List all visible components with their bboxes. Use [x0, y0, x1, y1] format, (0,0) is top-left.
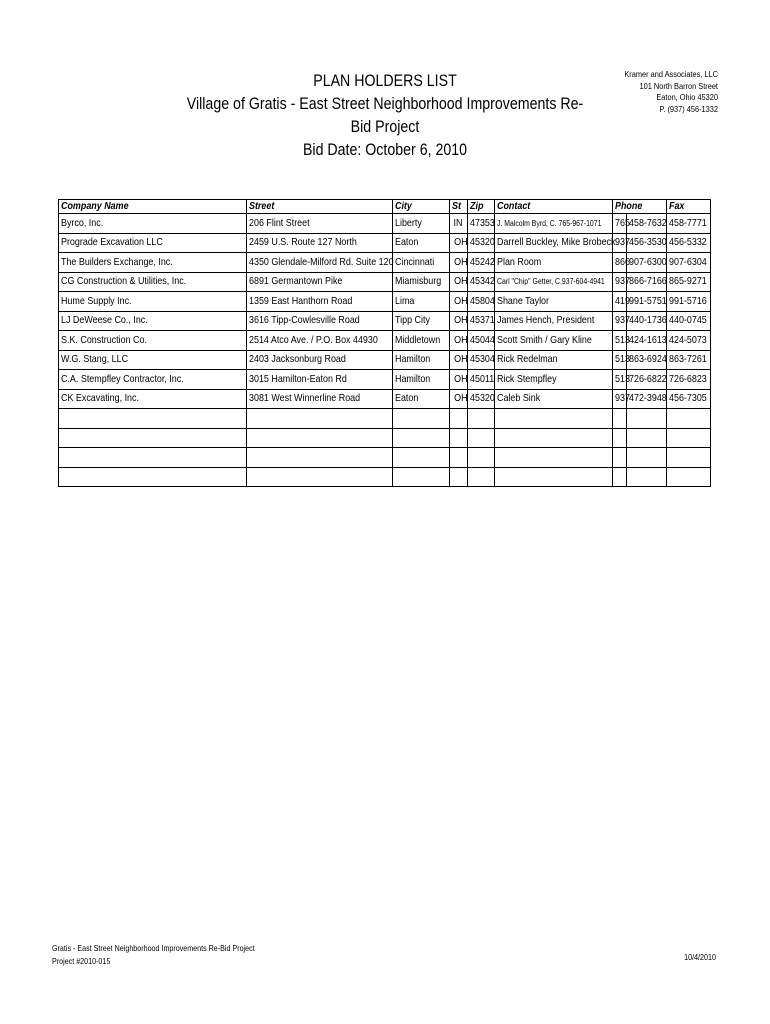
cell-contact: Carl "Chip" Getter, C.937-604-4941 — [495, 272, 613, 292]
empty-cell — [247, 467, 393, 487]
cell-contact: Scott Smith / Gary Kline — [495, 331, 613, 351]
column-header-contact: Contact — [495, 200, 613, 214]
empty-table-row — [59, 448, 711, 468]
table-row — [59, 253, 711, 273]
table-row — [59, 233, 711, 253]
cell-company: Prograde Excavation LLC — [59, 233, 247, 253]
cell-phone: 458-7632 — [627, 214, 667, 234]
empty-cell — [59, 409, 247, 429]
cell-state: OH — [450, 331, 468, 351]
cell-fax: 440-0745 — [667, 311, 711, 331]
empty-cell — [450, 467, 468, 487]
cell-company: W.G. Stang, LLC — [59, 350, 247, 370]
column-header-city: City — [393, 200, 450, 214]
column-header-company: Company Name — [59, 200, 247, 214]
cell-fax: 907-6304 — [667, 253, 711, 273]
cell-city: Miamisburg — [393, 272, 450, 292]
cell-fax: 863-7261 — [667, 350, 711, 370]
empty-cell — [667, 448, 711, 468]
empty-cell — [59, 448, 247, 468]
empty-table-row — [59, 467, 711, 487]
cell-zip: 45342 — [468, 272, 495, 292]
cell-area-code: 937 — [613, 233, 627, 253]
empty-cell — [613, 448, 627, 468]
cell-fax: 424-5073 — [667, 331, 711, 351]
cell-street: 2403 Jacksonburg Road — [247, 350, 393, 370]
bid-date: Bid Date: October 6, 2010 — [302, 141, 468, 159]
cell-city: Tipp City — [393, 311, 450, 331]
cell-city: Hamilton — [393, 370, 450, 390]
empty-cell — [468, 428, 495, 448]
cell-city: Eaton — [393, 389, 450, 409]
cell-fax: 865-9271 — [667, 272, 711, 292]
cell-state: OH — [450, 350, 468, 370]
cell-zip: 45011 — [468, 370, 495, 390]
table-row — [59, 272, 711, 292]
cell-contact: J. Malcolm Byrd, C. 765-967-1071 — [495, 214, 613, 234]
column-header-street: Street — [247, 200, 393, 214]
cell-phone: 863-6924 — [627, 350, 667, 370]
cell-zip: 45320 — [468, 389, 495, 409]
cell-phone: 907-6300 — [627, 253, 667, 273]
empty-cell — [450, 428, 468, 448]
firm-city: Eaton, Ohio 45320 — [656, 92, 718, 103]
firm-street: 101 North Barron Street — [639, 80, 718, 91]
table-row — [59, 370, 711, 390]
empty-cell — [247, 448, 393, 468]
project-name: Village of Gratis - East Street Neighborhood Improvements Re-Bid Project — [186, 95, 584, 136]
cell-street: 3015 Hamilton-Eaton Rd — [247, 370, 393, 390]
footer-project-name: Gratis - East Street Neighborhood Improvements Re-Bid Project — [52, 943, 255, 953]
cell-phone: 440-1736 — [627, 311, 667, 331]
table-row — [59, 331, 711, 351]
column-header-state: St — [450, 200, 468, 214]
empty-cell — [393, 467, 450, 487]
cell-area-code: 513 — [613, 370, 627, 390]
empty-cell — [468, 467, 495, 487]
table-header-row — [59, 200, 711, 214]
cell-area-code: 513 — [613, 350, 627, 370]
empty-cell — [247, 409, 393, 429]
empty-cell — [495, 409, 613, 429]
cell-fax: 991-5716 — [667, 292, 711, 312]
cell-zip: 45320 — [468, 233, 495, 253]
cell-street: 206 Flint Street — [247, 214, 393, 234]
empty-cell — [59, 428, 247, 448]
empty-cell — [468, 409, 495, 429]
firm-phone: P. (937) 456-1332 — [659, 103, 718, 114]
column-header-fax: Fax — [667, 200, 711, 214]
empty-cell — [393, 448, 450, 468]
cell-contact: Plan Room — [495, 253, 613, 273]
cell-area-code: 419 — [613, 292, 627, 312]
cell-contact: Shane Taylor — [495, 292, 613, 312]
table-row — [59, 311, 711, 331]
empty-cell — [393, 409, 450, 429]
empty-cell — [627, 428, 667, 448]
footer-project-info — [52, 942, 255, 968]
cell-zip: 47353 — [468, 214, 495, 234]
plan-holders-table — [58, 199, 711, 487]
empty-cell — [247, 428, 393, 448]
column-header-zip: Zip — [468, 200, 495, 214]
cell-area-code: 513 — [613, 331, 627, 351]
cell-company: CK Excavating, Inc. — [59, 389, 247, 409]
cell-contact: Rick Stempfley — [495, 370, 613, 390]
table-row — [59, 389, 711, 409]
empty-cell — [613, 409, 627, 429]
cell-contact: Darrell Buckley, Mike Brobeck — [495, 233, 613, 253]
empty-cell — [59, 467, 247, 487]
cell-zip: 45804 — [468, 292, 495, 312]
empty-cell — [627, 448, 667, 468]
cell-phone: 866-7166 — [627, 272, 667, 292]
cell-company: LJ DeWeese Co., Inc. — [59, 311, 247, 331]
cell-city: Middletown — [393, 331, 450, 351]
cell-contact: James Hench, President — [495, 311, 613, 331]
cell-state: OH — [450, 389, 468, 409]
cell-street: 1359 East Hanthorn Road — [247, 292, 393, 312]
cell-street: 2514 Atco Ave. / P.O. Box 44930 — [247, 331, 393, 351]
cell-city: Cincinnati — [393, 253, 450, 273]
cell-state: OH — [450, 370, 468, 390]
empty-cell — [627, 409, 667, 429]
cell-state: OH — [450, 292, 468, 312]
cell-phone: 472-3948 — [627, 389, 667, 409]
cell-area-code: 765 — [613, 214, 627, 234]
cell-company: CG Construction & Utilities, Inc. — [59, 272, 247, 292]
footer-project-number: Project #2010-015 — [52, 955, 111, 966]
document-title-block — [183, 70, 587, 162]
cell-zip: 45304 — [468, 350, 495, 370]
cell-contact: Caleb Sink — [495, 389, 613, 409]
cell-phone: 991-5751 — [627, 292, 667, 312]
cell-city: Lima — [393, 292, 450, 312]
cell-zip: 45371 — [468, 311, 495, 331]
cell-area-code: 937 — [613, 389, 627, 409]
firm-address-block — [582, 69, 718, 115]
cell-phone: 456-3530 — [627, 233, 667, 253]
cell-phone: 424-1613 — [627, 331, 667, 351]
cell-fax: 456-7305 — [667, 389, 711, 409]
cell-city: Hamilton — [393, 350, 450, 370]
empty-cell — [495, 448, 613, 468]
cell-street: 3616 Tipp-Cowlesville Road — [247, 311, 393, 331]
empty-cell — [495, 467, 613, 487]
table-row — [59, 214, 711, 234]
cell-company: Hume Supply Inc. — [59, 292, 247, 312]
empty-cell — [667, 467, 711, 487]
empty-cell — [468, 448, 495, 468]
cell-fax: 726-6823 — [667, 370, 711, 390]
cell-company: Byrco, Inc. — [59, 214, 247, 234]
cell-company: The Builders Exchange, Inc. — [59, 253, 247, 273]
cell-contact: Rick Redelman — [495, 350, 613, 370]
cell-area-code: 937 — [613, 272, 627, 292]
empty-cell — [613, 428, 627, 448]
cell-fax: 458-7771 — [667, 214, 711, 234]
cell-state: OH — [450, 233, 468, 253]
cell-fax: 456-5332 — [667, 233, 711, 253]
footer-date: 10/4/2010 — [684, 952, 716, 962]
cell-state: OH — [450, 253, 468, 273]
cell-zip: 45242 — [468, 253, 495, 273]
cell-street: 3081 West Winnerline Road — [247, 389, 393, 409]
cell-street: 4350 Glendale-Milford Rd. Suite 120 — [247, 253, 393, 273]
cell-state: IN — [450, 214, 468, 234]
empty-cell — [450, 448, 468, 468]
empty-table-row — [59, 409, 711, 429]
empty-table-row — [59, 428, 711, 448]
empty-cell — [495, 428, 613, 448]
cell-city: Liberty — [393, 214, 450, 234]
cell-area-code: 866 — [613, 253, 627, 273]
cell-street: 6891 Germantown Pike — [247, 272, 393, 292]
empty-cell — [667, 409, 711, 429]
cell-city: Eaton — [393, 233, 450, 253]
table-row — [59, 292, 711, 312]
cell-zip: 45044 — [468, 331, 495, 351]
empty-cell — [627, 467, 667, 487]
table-row — [59, 350, 711, 370]
document-title: PLAN HOLDERS LIST — [313, 72, 457, 90]
empty-cell — [667, 428, 711, 448]
cell-company: C.A. Stempfley Contractor, Inc. — [59, 370, 247, 390]
empty-cell — [393, 428, 450, 448]
empty-cell — [613, 467, 627, 487]
column-header-phone: Phone — [613, 200, 667, 214]
empty-cell — [450, 409, 468, 429]
cell-street: 2459 U.S. Route 127 North — [247, 233, 393, 253]
cell-state: OH — [450, 311, 468, 331]
cell-area-code: 937 — [613, 311, 627, 331]
cell-company: S.K. Construction Co. — [59, 331, 247, 351]
cell-state: OH — [450, 272, 468, 292]
cell-phone: 726-6822 — [627, 370, 667, 390]
firm-name: Kramer and Associates, LLC — [624, 69, 718, 79]
